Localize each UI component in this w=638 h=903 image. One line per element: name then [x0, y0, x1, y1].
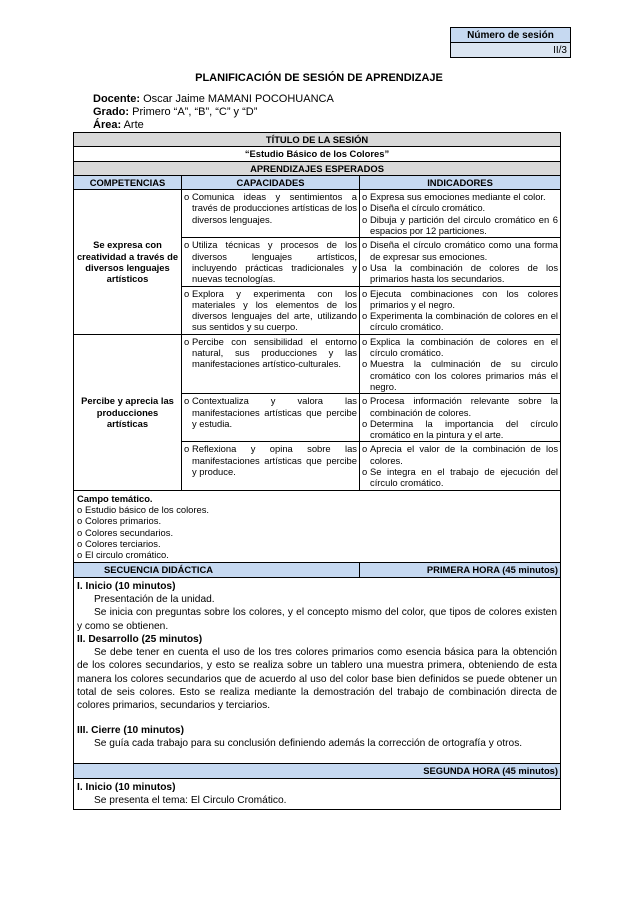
thematic-item: o Colores terciarios. [77, 538, 557, 549]
indicador-item: o Aprecia el valor de la combinación de los colores. [362, 443, 559, 466]
capacidad-text: Percibe con sensibilidad el entorno natural, sus producciones y las manifestaciones artístico-culturales. [192, 335, 357, 370]
area-label: Área: [93, 119, 122, 131]
inicio-1-text-a: Presentación de la unidad. [94, 593, 215, 605]
document-title: PLANIFICACIÓN DE SESIÓN DE APRENDIZAJE [195, 72, 443, 84]
indicador-item: o Diseña el círculo cromático. [362, 202, 558, 213]
thematic-item-text: Colores terciarios. [85, 537, 161, 549]
expected-learning-header: APRENDIZAJES ESPERADOS [74, 161, 561, 175]
session-plan-table [73, 132, 561, 810]
capacidad-cell [182, 442, 360, 490]
desarrollo-heading: II. Desarrollo (25 minutos) [77, 633, 203, 645]
teacher-line [93, 93, 334, 106]
indicador-item: o Experimenta la combinación de colores en el círculo cromático. [362, 310, 559, 333]
indicador-cell [360, 442, 561, 490]
indicador-text: Procesa información relevante sobre la combinación de colores. [370, 395, 559, 418]
indicador-cell [360, 334, 561, 393]
capacidad-text: Explora y experimenta con los materiales y los elementos de los diversos lenguajes del arte, utilizando sus sentidos y su cuerpo. [192, 287, 357, 333]
indicador-item: o Muestra la culminación de su circulo cromático con los colores primarios más el negro. [362, 358, 559, 392]
capacidad-item: o Contextualiza y valora las manifestaciones artísticas que percibe y estudia. [184, 395, 357, 429]
indicador-item: o Usa la combinación de colores de los primarios hasta los secundarios. [362, 261, 559, 285]
second-hour-label: SEGUNDA HORA (45 minutos) [74, 764, 561, 778]
thematic-item: o Estudio básico de los colores. [77, 504, 557, 515]
capacidad-cell [182, 238, 360, 286]
indicador-text: Muestra la culminación de su circulo cromático con los colores primarios más el negro. [370, 358, 559, 392]
indicador-item: o Se integra en el trabajo de ejecución del círculo cromático. [362, 466, 559, 489]
thematic-item: o Colores primarios. [77, 515, 557, 526]
teacher-name: Oscar Jaime MAMANI POCOHUANCA [140, 93, 334, 105]
competencia-name: Percibe y aprecia las producciones artísticas [74, 334, 182, 490]
first-hour-content [74, 577, 561, 764]
capacidad-text: Utiliza técnicas y procesos de los diversos lenguajes artísticos, incluyendo prácticas tradicionales y nuevas tecnologías. [192, 239, 357, 285]
capacidad-item: o Explora y experimenta con los materiales y los elementos de los diversos lenguajes del arte, utilizando sus sentidos y su cuerpo. [184, 287, 357, 333]
col-header-capacidades: CAPACIDADES [182, 175, 360, 189]
first-hour-label: PRIMERA HORA (45 minutos) [360, 563, 561, 577]
thematic-item: o El circulo cromático. [77, 549, 557, 560]
indicador-cell [360, 394, 561, 442]
thematic-field-label: Campo temático. [77, 492, 153, 504]
session-title: “Estudio Básico de los Colores” [74, 147, 561, 161]
capacidad-item: o Percibe con sensibilidad el entorno natural, sus producciones y las manifestaciones artístico-culturales. [184, 335, 357, 370]
thematic-item: o Colores secundarios. [77, 527, 557, 538]
competencia-name: Se expresa con creatividad a través de diversos lenguajes artísticos [74, 190, 182, 335]
competencia-row [74, 334, 561, 393]
thematic-item-text: Colores secundarios. [85, 526, 174, 538]
col-header-competencias: COMPETENCIAS [74, 175, 182, 189]
indicador-text: Aprecia el valor de la combinación de los colores. [370, 443, 559, 466]
competencias-body [74, 190, 561, 490]
cierre-text: Se guía cada trabajo para su conclusión definiendo además la corrección de ortografía y otros. [94, 737, 523, 749]
session-title-header: TÍTULO DE LA SESIÓN [74, 133, 561, 147]
indicador-item: o Expresa sus emociones mediante el color. [362, 191, 558, 202]
indicador-text: Dibuja y partición del circulo cromático en 6 espacios por 12 particiones. [370, 213, 559, 237]
inicio-1-text-b: Se inicia con preguntas sobre los colores, y el concepto mismo del color, que tipos de colores existen y como se obtienen. [77, 607, 558, 632]
capacidad-item: o Reflexiona y opina sobre las manifestaciones artísticas que percibe y produce. [184, 443, 357, 478]
grade-label: Grado: [93, 106, 130, 118]
area-value: Arte [121, 119, 144, 131]
indicador-item: o Diseña el círculo cromático como una forma de expresar sus emociones. [362, 239, 559, 262]
indicador-text: Determina la importancia del círculo cromático en la pintura y el arte. [370, 417, 559, 441]
thematic-item-text: El circulo cromático. [85, 549, 169, 561]
indicador-text: Experimenta la combinación de colores en el círculo cromático. [370, 310, 559, 333]
cierre-heading: III. Cierre (10 minutos) [77, 724, 184, 736]
indicador-item: o Determina la importancia del círculo cromático en la pintura y el arte. [362, 417, 559, 441]
area-line [93, 119, 144, 132]
grade-value: Primero “A”, “B”, “C” y “D” [129, 106, 258, 118]
capacidad-text: Contextualiza y valora las manifestaciones artísticas que percibe y estudia. [192, 395, 357, 429]
indicador-text: Explica la combinación de colores en el círculo cromático. [370, 335, 559, 359]
grade-line [93, 106, 257, 119]
col-header-indicadores: INDICADORES [360, 175, 561, 189]
thematic-field [74, 490, 561, 563]
thematic-item-text: Estudio básico de los colores. [85, 503, 210, 515]
thematic-field-list [77, 504, 557, 560]
capacidad-cell [182, 286, 360, 334]
indicador-text: Expresa sus emociones mediante el color. [370, 191, 546, 203]
inicio-1-heading: I. Inicio (10 minutos) [77, 580, 176, 592]
competencia-row [74, 190, 561, 238]
teacher-label: Docente: [93, 93, 141, 105]
session-number-box [450, 27, 571, 58]
inicio-2-text: Se presenta el tema: El Circulo Cromático. [94, 794, 287, 806]
indicador-cell [360, 286, 561, 334]
indicador-text: Se integra en el trabajo de ejecución del círculo cromático. [370, 466, 559, 489]
capacidad-cell [182, 190, 360, 238]
capacidad-text: Reflexiona y opina sobre las manifestaciones artísticas que percibe y produce. [192, 443, 357, 478]
capacidad-item: o Comunica ideas y sentimientos a través de producciones artísticas de los diversos lenguajes. [184, 191, 357, 225]
indicador-cell [360, 238, 561, 286]
session-number-value: II/3 [451, 43, 571, 58]
didactic-sequence-label: SECUENCIA DIDÁCTICA [74, 563, 360, 577]
indicador-text: Ejecuta combinaciones con los colores primarios y el negro. [370, 287, 559, 310]
indicador-item: o Procesa información relevante sobre la combinación de colores. [362, 395, 559, 418]
capacidad-cell [182, 334, 360, 393]
indicador-cell [360, 190, 561, 238]
indicador-item: o Dibuja y partición del circulo cromático en 6 espacios por 12 particiones. [362, 213, 559, 237]
session-number-label: Número de sesión [451, 28, 571, 43]
indicador-text: Diseña el círculo cromático. [370, 202, 486, 214]
indicador-item: o Explica la combinación de colores en el círculo cromático. [362, 335, 559, 359]
capacidad-text: Comunica ideas y sentimientos a través de producciones artísticas de los diversos lenguajes. [192, 191, 357, 225]
capacidad-item: o Utiliza técnicas y procesos de los diversos lenguajes artísticos, incluyendo prácticas tradicionales y nuevas tecnologías. [184, 239, 357, 285]
indicador-item: o Ejecuta combinaciones con los colores primarios y el negro. [362, 287, 559, 310]
indicador-text: Usa la combinación de colores de los primarios hasta los secundarios. [370, 261, 559, 285]
desarrollo-text: Se debe tener en cuenta el uso de los tres colores primarios como esencia básica para la obtención de los colores secundarios, y esto se realiza sobre un tablero una muestra primera, obteniendo de esta manera los colores secundarios que de acuerdo al uso del color base bien definidos se puede obtener un total de seis colores. Esto se realiza mediante la demostración del trabajo de combinación directa de colores primarios, secundarios y terciarios. [77, 647, 558, 712]
second-hour-content [74, 778, 561, 810]
capacidad-cell [182, 394, 360, 442]
inicio-2-heading: I. Inicio (10 minutos) [77, 781, 176, 793]
indicador-text: Diseña el círculo cromático como una forma de expresar sus emociones. [370, 239, 559, 262]
thematic-item-text: Colores primarios. [85, 515, 162, 527]
